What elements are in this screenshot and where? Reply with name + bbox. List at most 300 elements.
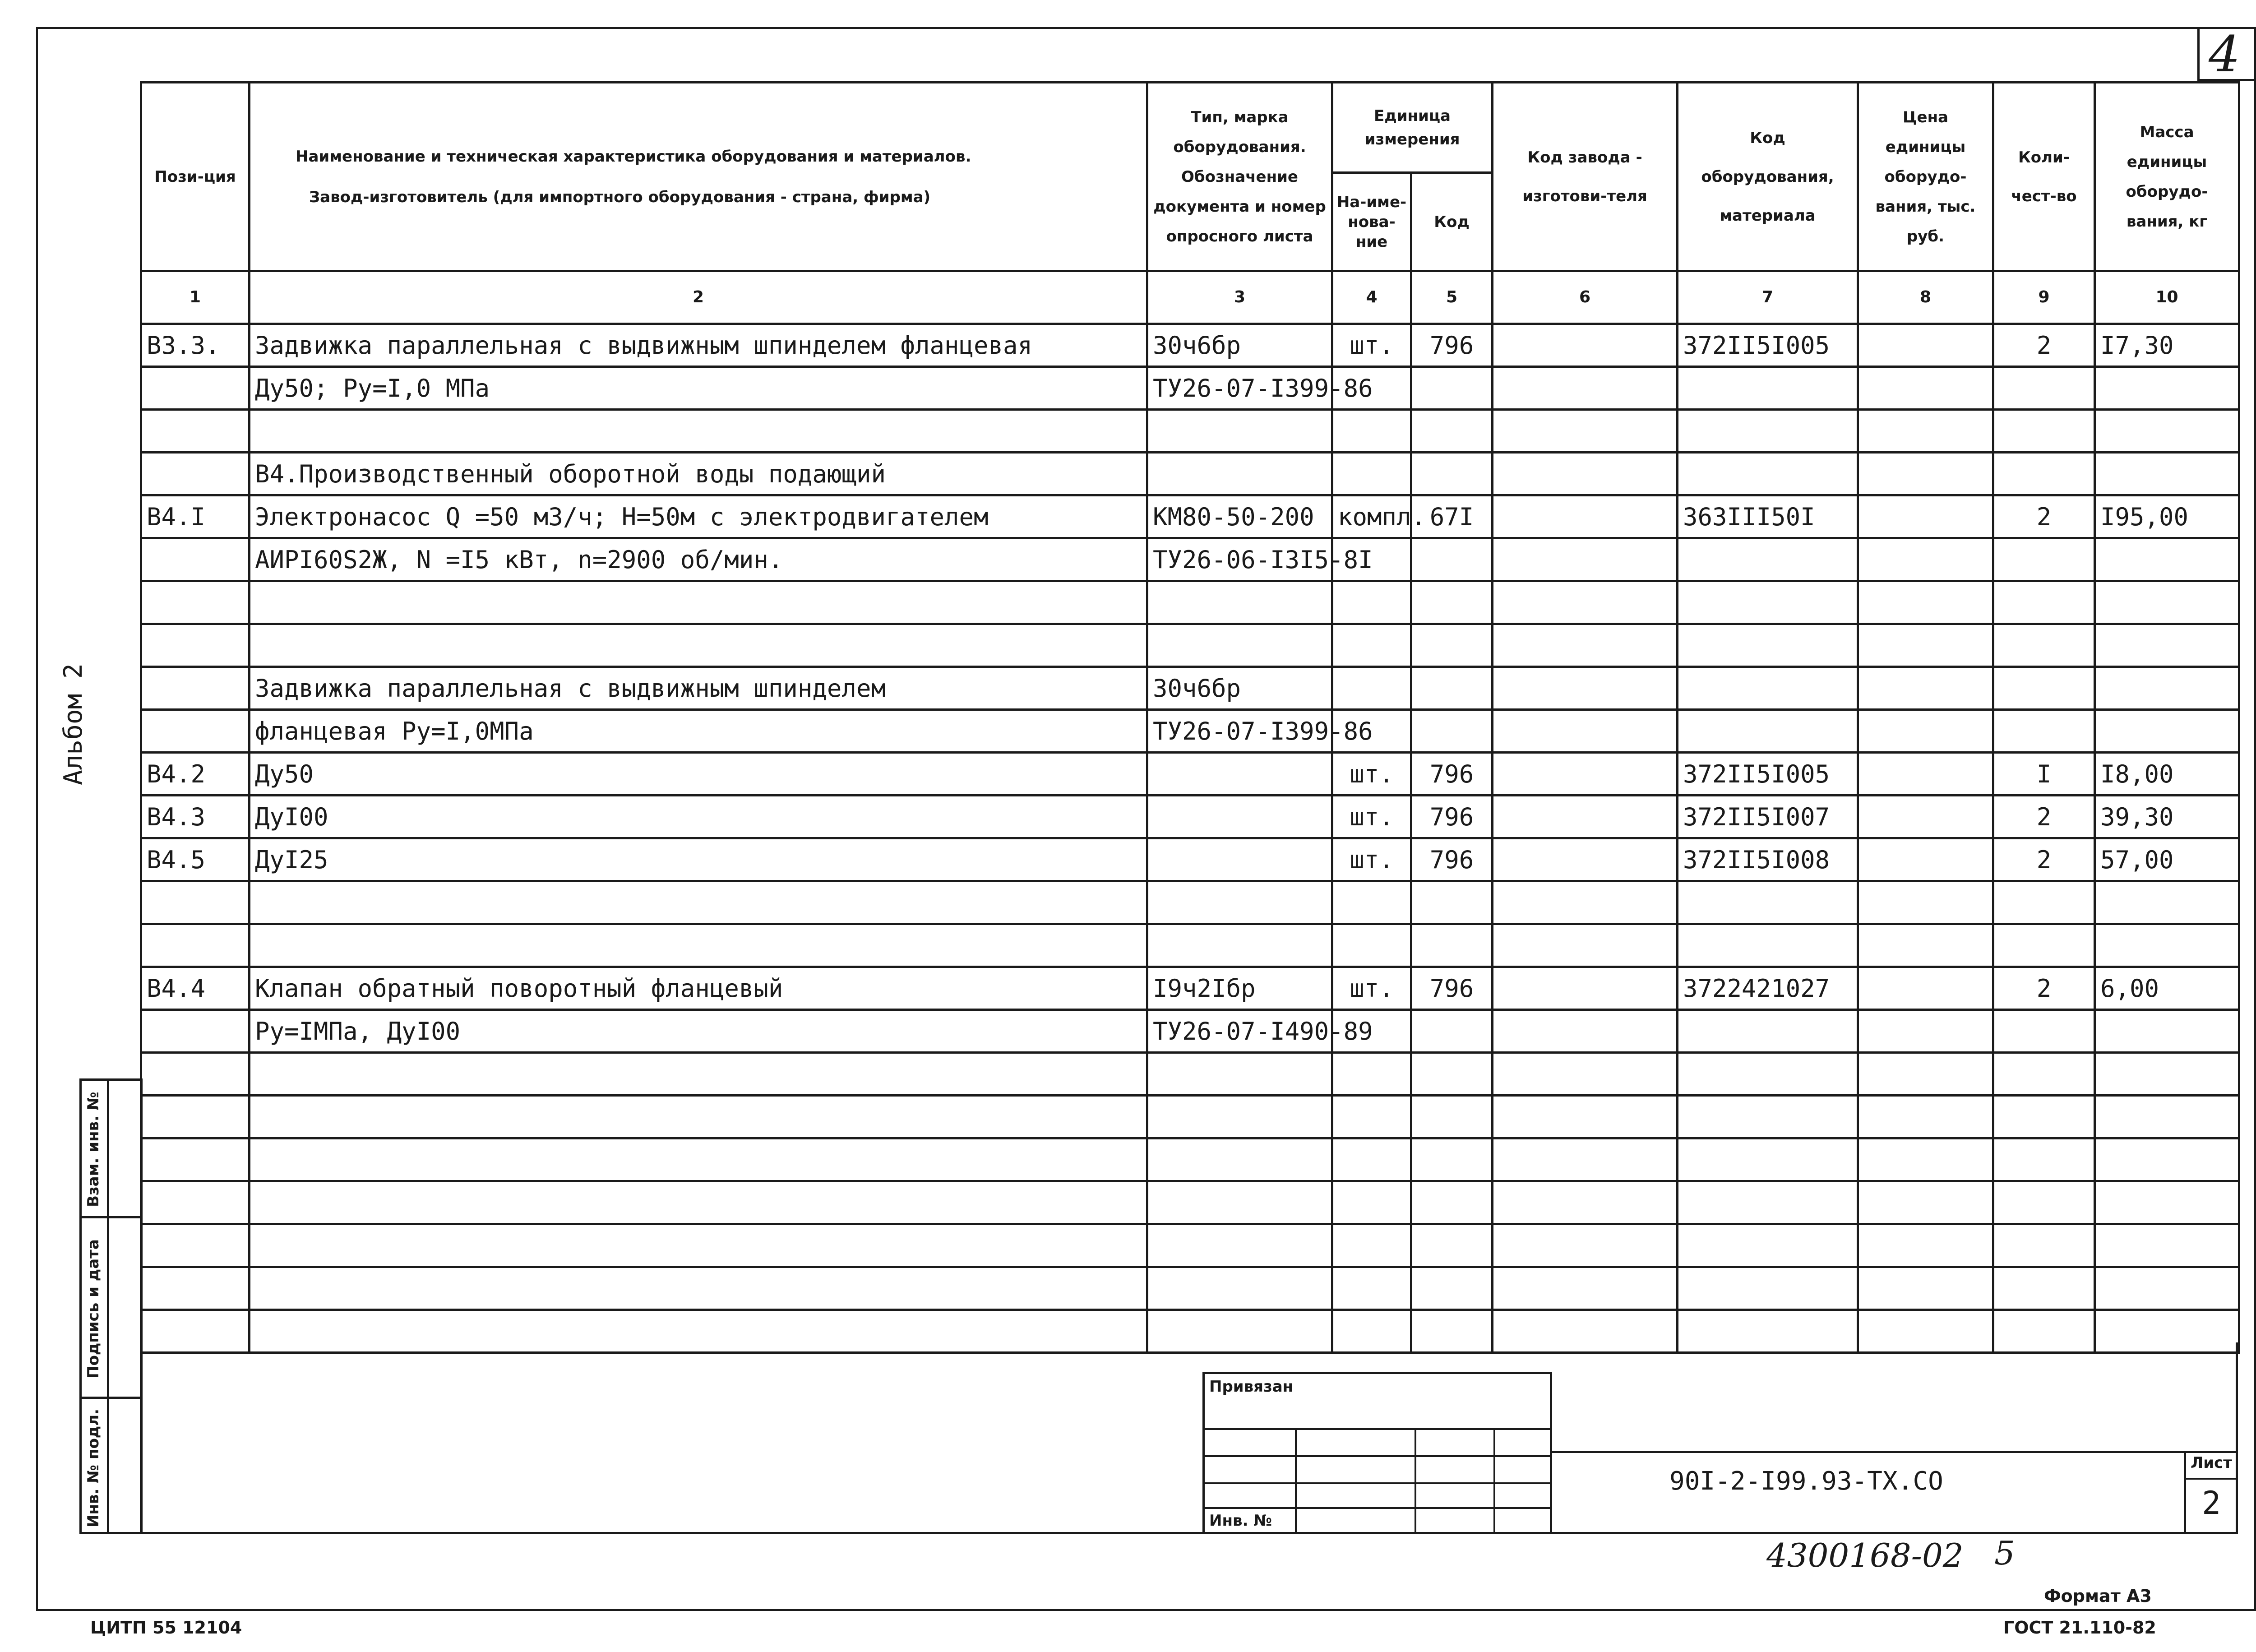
header-name-line2: Завод-изготовитель (для импортного оборудования - страна, фирма) [309,188,931,206]
col-number: 3 [1147,271,1332,324]
cell-unit [1332,1053,1411,1096]
cell-code [1411,881,1493,924]
cell-unit [1332,624,1411,667]
cell-mass [2095,453,2239,495]
cell-type: ТУ26-07-I399-86 [1147,710,1332,753]
cell-pos [141,1096,250,1138]
cell-code [1411,1096,1493,1138]
cell-unit [1332,1224,1411,1267]
col-number: 4 [1332,271,1411,324]
cell-code: 796 [1411,796,1493,838]
footer-gost: ГОСТ 21.110-82 [2003,1618,2156,1638]
side-approval-strip [79,1078,143,1534]
cell-type [1147,838,1332,881]
cell-factory-code [1493,967,1678,1010]
cell-name [250,1053,1147,1096]
cell-price [1858,410,1993,453]
cell-name [250,624,1147,667]
header-row [141,83,2239,173]
privyazan-label: Привязан [1209,1378,1294,1396]
col-number: 6 [1493,271,1678,324]
cell-unit [1332,667,1411,710]
cell-code [1411,410,1493,453]
cell-mass: I8,00 [2095,753,2239,796]
cell-code [1411,1267,1493,1310]
cell-pos [141,453,250,495]
cell-factory-code [1493,1138,1678,1181]
stamp-vline [1295,1428,1297,1534]
cell-type [1147,881,1332,924]
cell-qty [1993,1096,2095,1138]
cell-factory-code [1493,538,1678,581]
cell-factory-code [1493,324,1678,367]
cell-type [1147,1053,1332,1096]
cell-name: фланцевая Ру=I,0МПа [250,710,1147,753]
cell-unit [1332,453,1411,495]
cell-price [1858,924,1993,967]
table-body [141,324,2239,1353]
cell-type: ТУ26-06-I3I5-8I [1147,538,1332,581]
table-row [141,967,2239,1010]
cell-factory-code [1493,624,1678,667]
sheet-number: 2 [2202,1485,2221,1522]
cell-type: 30ч6бр [1147,667,1332,710]
cell-code [1411,453,1493,495]
cell-type [1147,581,1332,624]
cell-mass [2095,581,2239,624]
document-code: 90I-2-I99.93-ТХ.СО [1669,1467,1943,1496]
cell-price [1858,1010,1993,1053]
page-number: 4 [2209,25,2240,83]
stamp-line [1205,1428,1552,1430]
header-price: Цена единицы оборудо-вания, тыс. руб. [1858,83,1993,271]
cell-mass [2095,1138,2239,1181]
cell-type: 30ч6бр [1147,324,1332,367]
cell-mass [2095,1181,2239,1224]
cell-equip-code: 372II5I005 [1678,324,1858,367]
cell-qty: 2 [1993,838,2095,881]
cell-pos: B3.3. [141,324,250,367]
cell-equip-code [1678,1138,1858,1181]
cell-price [1858,624,1993,667]
table-row [141,1138,2239,1181]
cell-factory-code [1493,753,1678,796]
cell-pos [141,367,250,410]
cell-mass [2095,624,2239,667]
cell-qty [1993,1138,2095,1181]
cell-pos [141,667,250,710]
cell-code [1411,1138,1493,1181]
cell-name [250,1224,1147,1267]
cell-equip-code [1678,881,1858,924]
cell-price [1858,1181,1993,1224]
cell-name: АИРI60S2Ж, N =I5 кВт, n=2900 об/мин. [250,538,1147,581]
cell-type [1147,796,1332,838]
cell-code [1411,367,1493,410]
table-row [141,710,2239,753]
table-row [141,324,2239,367]
cell-name: Ду50 [250,753,1147,796]
cell-name [250,1267,1147,1310]
cell-price [1858,1267,1993,1310]
cell-equip-code [1678,1181,1858,1224]
cell-type [1147,1138,1332,1181]
table-row [141,1096,2239,1138]
cell-factory-code [1493,453,1678,495]
cell-mass [2095,538,2239,581]
cell-factory-code [1493,924,1678,967]
table-row [141,453,2239,495]
strip-separator [82,1397,140,1399]
cell-price [1858,538,1993,581]
cell-unit [1332,1267,1411,1310]
cell-factory-code [1493,1010,1678,1053]
strip-divider [107,1081,109,1532]
cell-equip-code [1678,1010,1858,1053]
cell-name [250,881,1147,924]
cell-qty [1993,710,2095,753]
cell-qty: 2 [1993,796,2095,838]
cell-unit: компл. [1332,495,1411,538]
cell-factory-code [1493,667,1678,710]
cell-pos [141,1138,250,1181]
cell-qty: I [1993,753,2095,796]
cell-code [1411,710,1493,753]
specification-table [140,81,2240,1354]
col-number: 2 [250,271,1147,324]
cell-equip-code [1678,1096,1858,1138]
cell-name: Задвижка параллельная с выдвижным шпинделем фланцевая [250,324,1147,367]
cell-factory-code [1493,367,1678,410]
cell-qty: 2 [1993,495,2095,538]
header-name [250,83,1147,271]
cell-qty [1993,667,2095,710]
header-factory-code: Код завода - изготови-теля [1493,83,1678,271]
col-number: 7 [1678,271,1858,324]
handwritten-note: 4300168-02 [1766,1536,1964,1574]
cell-name: Ру=IМПа, ДуI00 [250,1010,1147,1053]
cell-code [1411,538,1493,581]
cell-name: Ду50; Ру=I,0 МПа [250,367,1147,410]
table-row [141,624,2239,667]
header-unit-code: Код [1411,173,1493,271]
cell-equip-code: 3722421027 [1678,967,1858,1010]
cell-mass: I7,30 [2095,324,2239,367]
handwritten-page: 5 [1994,1534,2015,1572]
cell-factory-code [1493,710,1678,753]
cell-code [1411,624,1493,667]
cell-code: 796 [1411,967,1493,1010]
cell-factory-code [1493,1224,1678,1267]
cell-pos: B4.I [141,495,250,538]
table-row [141,410,2239,453]
footer-left: ЦИТП 55 12104 [90,1618,242,1638]
cell-qty [1993,924,2095,967]
cell-unit [1332,881,1411,924]
inv-podl-label: Инв. № подл. [84,1408,102,1527]
cell-qty [1993,1181,2095,1224]
header-equip-code: Код оборудования, материала [1678,83,1858,271]
table-row [141,838,2239,881]
col-number: 1 [141,271,250,324]
cell-equip-code [1678,538,1858,581]
cell-mass [2095,667,2239,710]
title-block-line [1550,1451,2238,1453]
cell-type [1147,753,1332,796]
cell-factory-code [1493,1096,1678,1138]
cell-price [1858,881,1993,924]
cell-equip-code: 372II5I007 [1678,796,1858,838]
cell-pos: B4.2 [141,753,250,796]
cell-name: B4.Производственный оборотной воды подающий [250,453,1147,495]
cell-qty [1993,581,2095,624]
cell-code [1411,1053,1493,1096]
cell-qty [1993,367,2095,410]
cell-type [1147,624,1332,667]
table-row [141,367,2239,410]
cell-mass: 39,30 [2095,796,2239,838]
cell-factory-code [1493,881,1678,924]
album-label: Альбом 2 [59,663,88,785]
cell-equip-code [1678,924,1858,967]
cell-mass [2095,1224,2239,1267]
cell-code [1411,667,1493,710]
strip-separator [82,1216,140,1218]
cell-code [1411,581,1493,624]
cell-type [1147,410,1332,453]
cell-code [1411,1224,1493,1267]
cell-factory-code [1493,410,1678,453]
cell-unit: шт. [1332,796,1411,838]
cell-price [1858,367,1993,410]
podpis-data-label: Подпись и дата [84,1239,102,1379]
cell-price [1858,495,1993,538]
cell-factory-code [1493,495,1678,538]
cell-qty [1993,881,2095,924]
cell-equip-code [1678,710,1858,753]
cell-unit [1332,410,1411,453]
cell-mass [2095,710,2239,753]
cell-code: 796 [1411,838,1493,881]
cell-pos [141,624,250,667]
cell-mass: I95,00 [2095,495,2239,538]
cell-type: ТУ26-07-I490-89 [1147,1010,1332,1053]
header-unit: Единица измерения [1332,83,1493,173]
cell-type [1147,1267,1332,1310]
cell-type [1147,453,1332,495]
table-row [141,538,2239,581]
table-row [141,1267,2239,1310]
cell-unit: шт. [1332,967,1411,1010]
header-qty: Коли-чест-во [1993,83,2095,271]
cell-pos [141,1224,250,1267]
table-row [141,581,2239,624]
cell-type: КМ80-50-200 [1147,495,1332,538]
cell-unit: шт. [1332,838,1411,881]
cell-factory-code [1493,581,1678,624]
cell-equip-code [1678,410,1858,453]
cell-equip-code: 363III50I [1678,495,1858,538]
cell-equip-code [1678,667,1858,710]
cell-type: I9ч2Iбр [1147,967,1332,1010]
cell-type [1147,1181,1332,1224]
cell-equip-code [1678,581,1858,624]
cell-pos [141,710,250,753]
cell-pos [141,538,250,581]
cell-pos [141,581,250,624]
cell-name [250,1181,1147,1224]
cell-mass [2095,1267,2239,1310]
cell-price [1858,796,1993,838]
stamp-vline [1493,1428,1495,1534]
cell-equip-code: 372II5I008 [1678,838,1858,881]
cell-code: 796 [1411,324,1493,367]
cell-type [1147,1224,1332,1267]
vzam-inv-label: Взам. инв. № [84,1092,102,1207]
cell-price [1858,667,1993,710]
cell-name: Задвижка параллельная с выдвижным шпинделем [250,667,1147,710]
col-number: 5 [1411,271,1493,324]
footer-format: Формат А3 [2044,1586,2152,1606]
cell-name: ДуI00 [250,796,1147,838]
col-number: 8 [1858,271,1993,324]
table-row [141,667,2239,710]
cell-mass: 57,00 [2095,838,2239,881]
cell-factory-code [1493,796,1678,838]
cell-price [1858,1138,1993,1181]
table-row [141,1181,2239,1224]
cell-equip-code [1678,1267,1858,1310]
cell-name [250,410,1147,453]
table-row [141,924,2239,967]
cell-code [1411,924,1493,967]
col-number: 9 [1993,271,2095,324]
cell-name [250,924,1147,967]
sheet-number-box [2184,1451,2238,1534]
sheet-label-line [2186,1478,2238,1480]
cell-pos [141,1053,250,1096]
cell-pos [141,410,250,453]
cell-price [1858,838,1993,881]
cell-mass [2095,881,2239,924]
cell-pos [141,1267,250,1310]
cell-code [1411,1181,1493,1224]
cell-code [1411,1010,1493,1053]
stamp-line [1205,1482,1552,1484]
cell-mass [2095,410,2239,453]
cell-mass [2095,1096,2239,1138]
cell-price [1858,967,1993,1010]
cell-qty [1993,1224,2095,1267]
cell-equip-code [1678,367,1858,410]
cell-pos [141,924,250,967]
cell-price [1858,1096,1993,1138]
cell-factory-code [1493,1267,1678,1310]
table-row [141,1224,2239,1267]
column-number-row [141,271,2239,324]
cell-unit [1332,1096,1411,1138]
cell-price [1858,1224,1993,1267]
stamp-vline [1415,1428,1416,1534]
cell-type: ТУ26-07-I399-86 [1147,367,1332,410]
cell-mass [2095,924,2239,967]
cell-pos: B4.3 [141,796,250,838]
cell-mass [2095,367,2239,410]
cell-equip-code [1678,624,1858,667]
header-unit-name: На-име-нова-ние [1332,173,1411,271]
table-row [141,1053,2239,1096]
stamp-line [1205,1455,1552,1457]
cell-pos [141,1181,250,1224]
cell-qty: 2 [1993,324,2095,367]
cell-equip-code [1678,453,1858,495]
cell-equip-code: 372II5I005 [1678,753,1858,796]
col-number: 10 [2095,271,2239,324]
cell-qty [1993,1053,2095,1096]
sheet-label: Лист [2191,1454,2232,1472]
cell-price [1858,324,1993,367]
cell-pos: B4.5 [141,838,250,881]
header-mass: Масса единицы оборудо-вания, кг [2095,83,2239,271]
cell-mass [2095,1053,2239,1096]
cell-type [1147,924,1332,967]
cell-code: 796 [1411,753,1493,796]
cell-mass [2095,1010,2239,1053]
header-type: Тип, марка оборудования. Обозначение документа и номер опросного листа [1147,83,1332,271]
cell-name: Клапан обратный поворотный фланцевый [250,967,1147,1010]
cell-qty [1993,453,2095,495]
cell-qty [1993,538,2095,581]
cell-pos [141,1010,250,1053]
cell-name: Электронасос Q =50 м3/ч; Н=50м с электродвигателем [250,495,1147,538]
cell-price [1858,753,1993,796]
header-pos: Пози-ция [141,83,250,271]
cell-code: 67I [1411,495,1493,538]
cell-price [1858,581,1993,624]
cell-unit: шт. [1332,753,1411,796]
cell-pos: B4.4 [141,967,250,1010]
cell-name [250,581,1147,624]
cell-unit: шт. [1332,324,1411,367]
cell-name [250,1096,1147,1138]
cell-price [1858,710,1993,753]
cell-factory-code [1493,1053,1678,1096]
table-row [141,796,2239,838]
table-row [141,881,2239,924]
cell-unit [1332,1138,1411,1181]
cell-pos [141,881,250,924]
cell-qty: 2 [1993,967,2095,1010]
stamp-inv-label: Инв. № [1209,1512,1272,1530]
cell-unit [1332,1181,1411,1224]
cell-qty [1993,1010,2095,1053]
lower-title-area [140,1342,2238,1534]
cell-factory-code [1493,1181,1678,1224]
cell-unit [1332,924,1411,967]
cell-qty [1993,1267,2095,1310]
cell-name: ДуI25 [250,838,1147,881]
table-row [141,495,2239,538]
cell-price [1858,1053,1993,1096]
cell-mass: 6,00 [2095,967,2239,1010]
stamp-line [1205,1507,1552,1509]
table-row [141,753,2239,796]
cell-equip-code [1678,1053,1858,1096]
cell-unit [1332,581,1411,624]
cell-type [1147,1096,1332,1138]
cell-qty [1993,410,2095,453]
header-name-line1: Наименование и техническая характеристика оборудования и материалов. [296,147,971,166]
